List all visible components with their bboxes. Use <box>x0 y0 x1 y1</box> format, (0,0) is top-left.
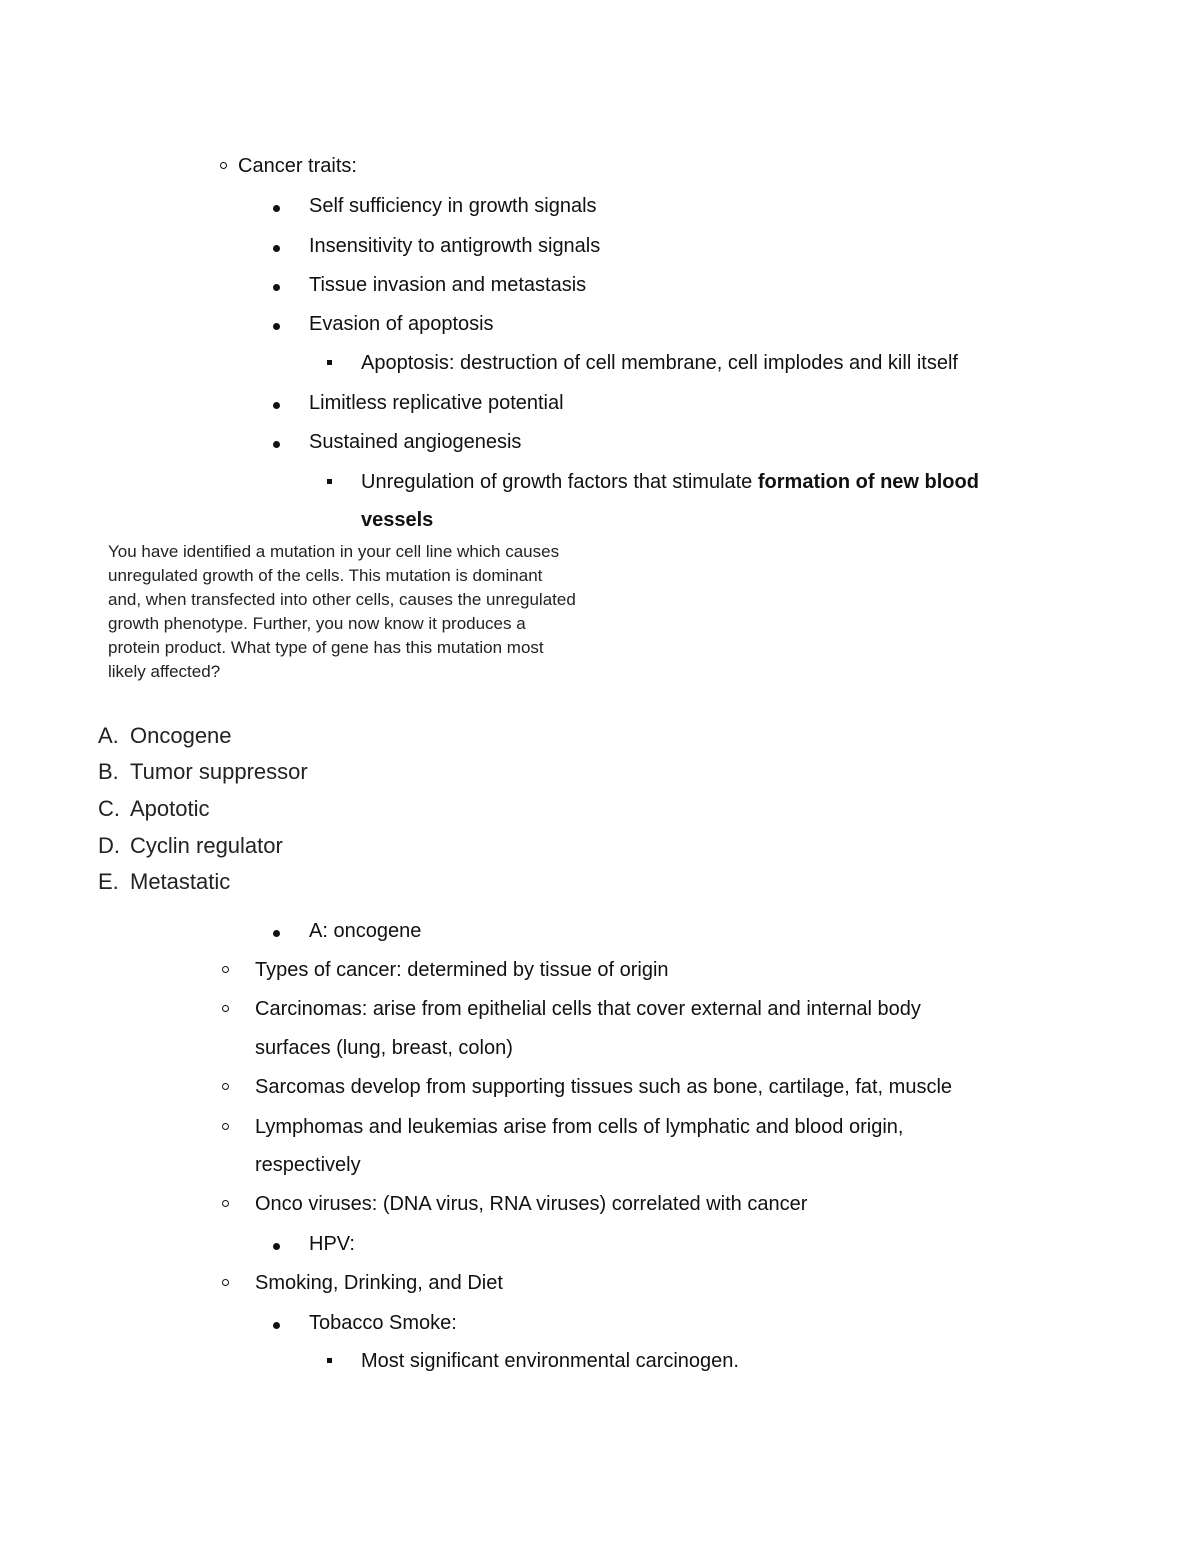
tobacco-note: Most significant environmental carcinogen. <box>361 1350 739 1372</box>
answer-text: A: oncogene <box>309 920 422 942</box>
trait-item: Self sufficiency in growth signals <box>309 195 597 217</box>
answer-option <box>98 794 210 824</box>
answer-option <box>98 867 230 897</box>
trait-item: Evasion of apoptosis <box>309 313 494 335</box>
smoking-line: Smoking, Drinking, and Diet <box>255 1272 503 1294</box>
lymphomas-line-cont: respectively <box>255 1154 361 1176</box>
bullet-icon <box>273 930 280 937</box>
option-text: Tumor suppressor <box>130 759 308 784</box>
hollow-bullet-icon <box>222 1123 229 1130</box>
question-text <box>108 540 628 684</box>
hollow-bullet-icon <box>222 1279 229 1286</box>
hollow-bullet-icon <box>222 1005 229 1012</box>
angiogenesis-note-bold-cont: vessels <box>361 509 434 531</box>
option-letter: C. <box>98 796 120 821</box>
hpv-line: HPV: <box>309 1233 355 1255</box>
bullet-icon <box>273 402 280 409</box>
option-text: Metastatic <box>130 869 231 894</box>
option-letter: A. <box>98 723 119 748</box>
angiogenesis-note-bold: formation of new blood <box>757 471 979 493</box>
types-of-cancer: Types of cancer: determined by tissue of origin <box>255 959 669 981</box>
question-line: unregulated growth of the cells. This mutation is dominant <box>108 566 543 585</box>
angiogenesis-note <box>361 470 979 494</box>
square-bullet-icon <box>327 360 332 365</box>
question-line: You have identified a mutation in your cell line which causes <box>108 542 560 561</box>
bullet-icon <box>273 323 280 330</box>
sarcomas-line: Sarcomas develop from supporting tissues such as bone, cartilage, fat, muscle <box>255 1076 953 1098</box>
hollow-bullet-icon <box>222 966 229 973</box>
trait-item: Limitless replicative potential <box>309 392 564 414</box>
onco-viruses-line: Onco viruses: (DNA virus, RNA viruses) correlated with cancer <box>255 1193 808 1215</box>
bullet-icon <box>273 1322 280 1329</box>
option-text: Oncogene <box>130 723 232 748</box>
square-bullet-icon <box>327 1358 332 1363</box>
angiogenesis-note-continuation <box>361 508 433 532</box>
carcinomas-line: Carcinomas: arise from epithelial cells that cover external and internal body <box>255 998 921 1020</box>
option-letter: B. <box>98 759 119 784</box>
option-text: Cyclin regulator <box>130 833 283 858</box>
question-line: and, when transfected into other cells, causes the unregulated <box>108 590 576 609</box>
tobacco-line: Tobacco Smoke: <box>309 1312 457 1334</box>
bullet-icon <box>273 205 280 212</box>
bullet-icon <box>273 1243 280 1250</box>
answer-option <box>98 721 232 751</box>
question-line: likely affected? <box>108 662 221 681</box>
trait-item: Tissue invasion and metastasis <box>309 274 587 296</box>
hollow-bullet-icon <box>222 1083 229 1090</box>
bullet-icon <box>273 441 280 448</box>
answer-option <box>98 831 283 861</box>
hollow-bullet-icon <box>220 162 227 169</box>
carcinomas-line-cont: surfaces (lung, breast, colon) <box>255 1037 513 1059</box>
answer-option <box>98 757 308 787</box>
trait-item: Sustained angiogenesis <box>309 431 522 453</box>
bullet-icon <box>273 284 280 291</box>
question-line: protein product. What type of gene has this mutation most <box>108 638 544 657</box>
option-letter: D. <box>98 833 120 858</box>
option-letter: E. <box>98 869 119 894</box>
bullet-icon <box>273 245 280 252</box>
hollow-bullet-icon <box>222 1200 229 1207</box>
cancer-traits-heading: Cancer traits: <box>238 155 357 177</box>
lymphomas-line: Lymphomas and leukemias arise from cells of lymphatic and blood origin, <box>255 1116 904 1138</box>
square-bullet-icon <box>327 479 332 484</box>
question-line: growth phenotype. Further, you now know it produces a <box>108 614 526 633</box>
option-text: Apototic <box>130 796 210 821</box>
trait-item: Insensitivity to antigrowth signals <box>309 235 601 257</box>
apoptosis-note: Apoptosis: destruction of cell membrane, cell implodes and kill itself <box>361 352 958 374</box>
angiogenesis-note-prefix: Unregulation of growth factors that stimulate <box>361 471 758 493</box>
